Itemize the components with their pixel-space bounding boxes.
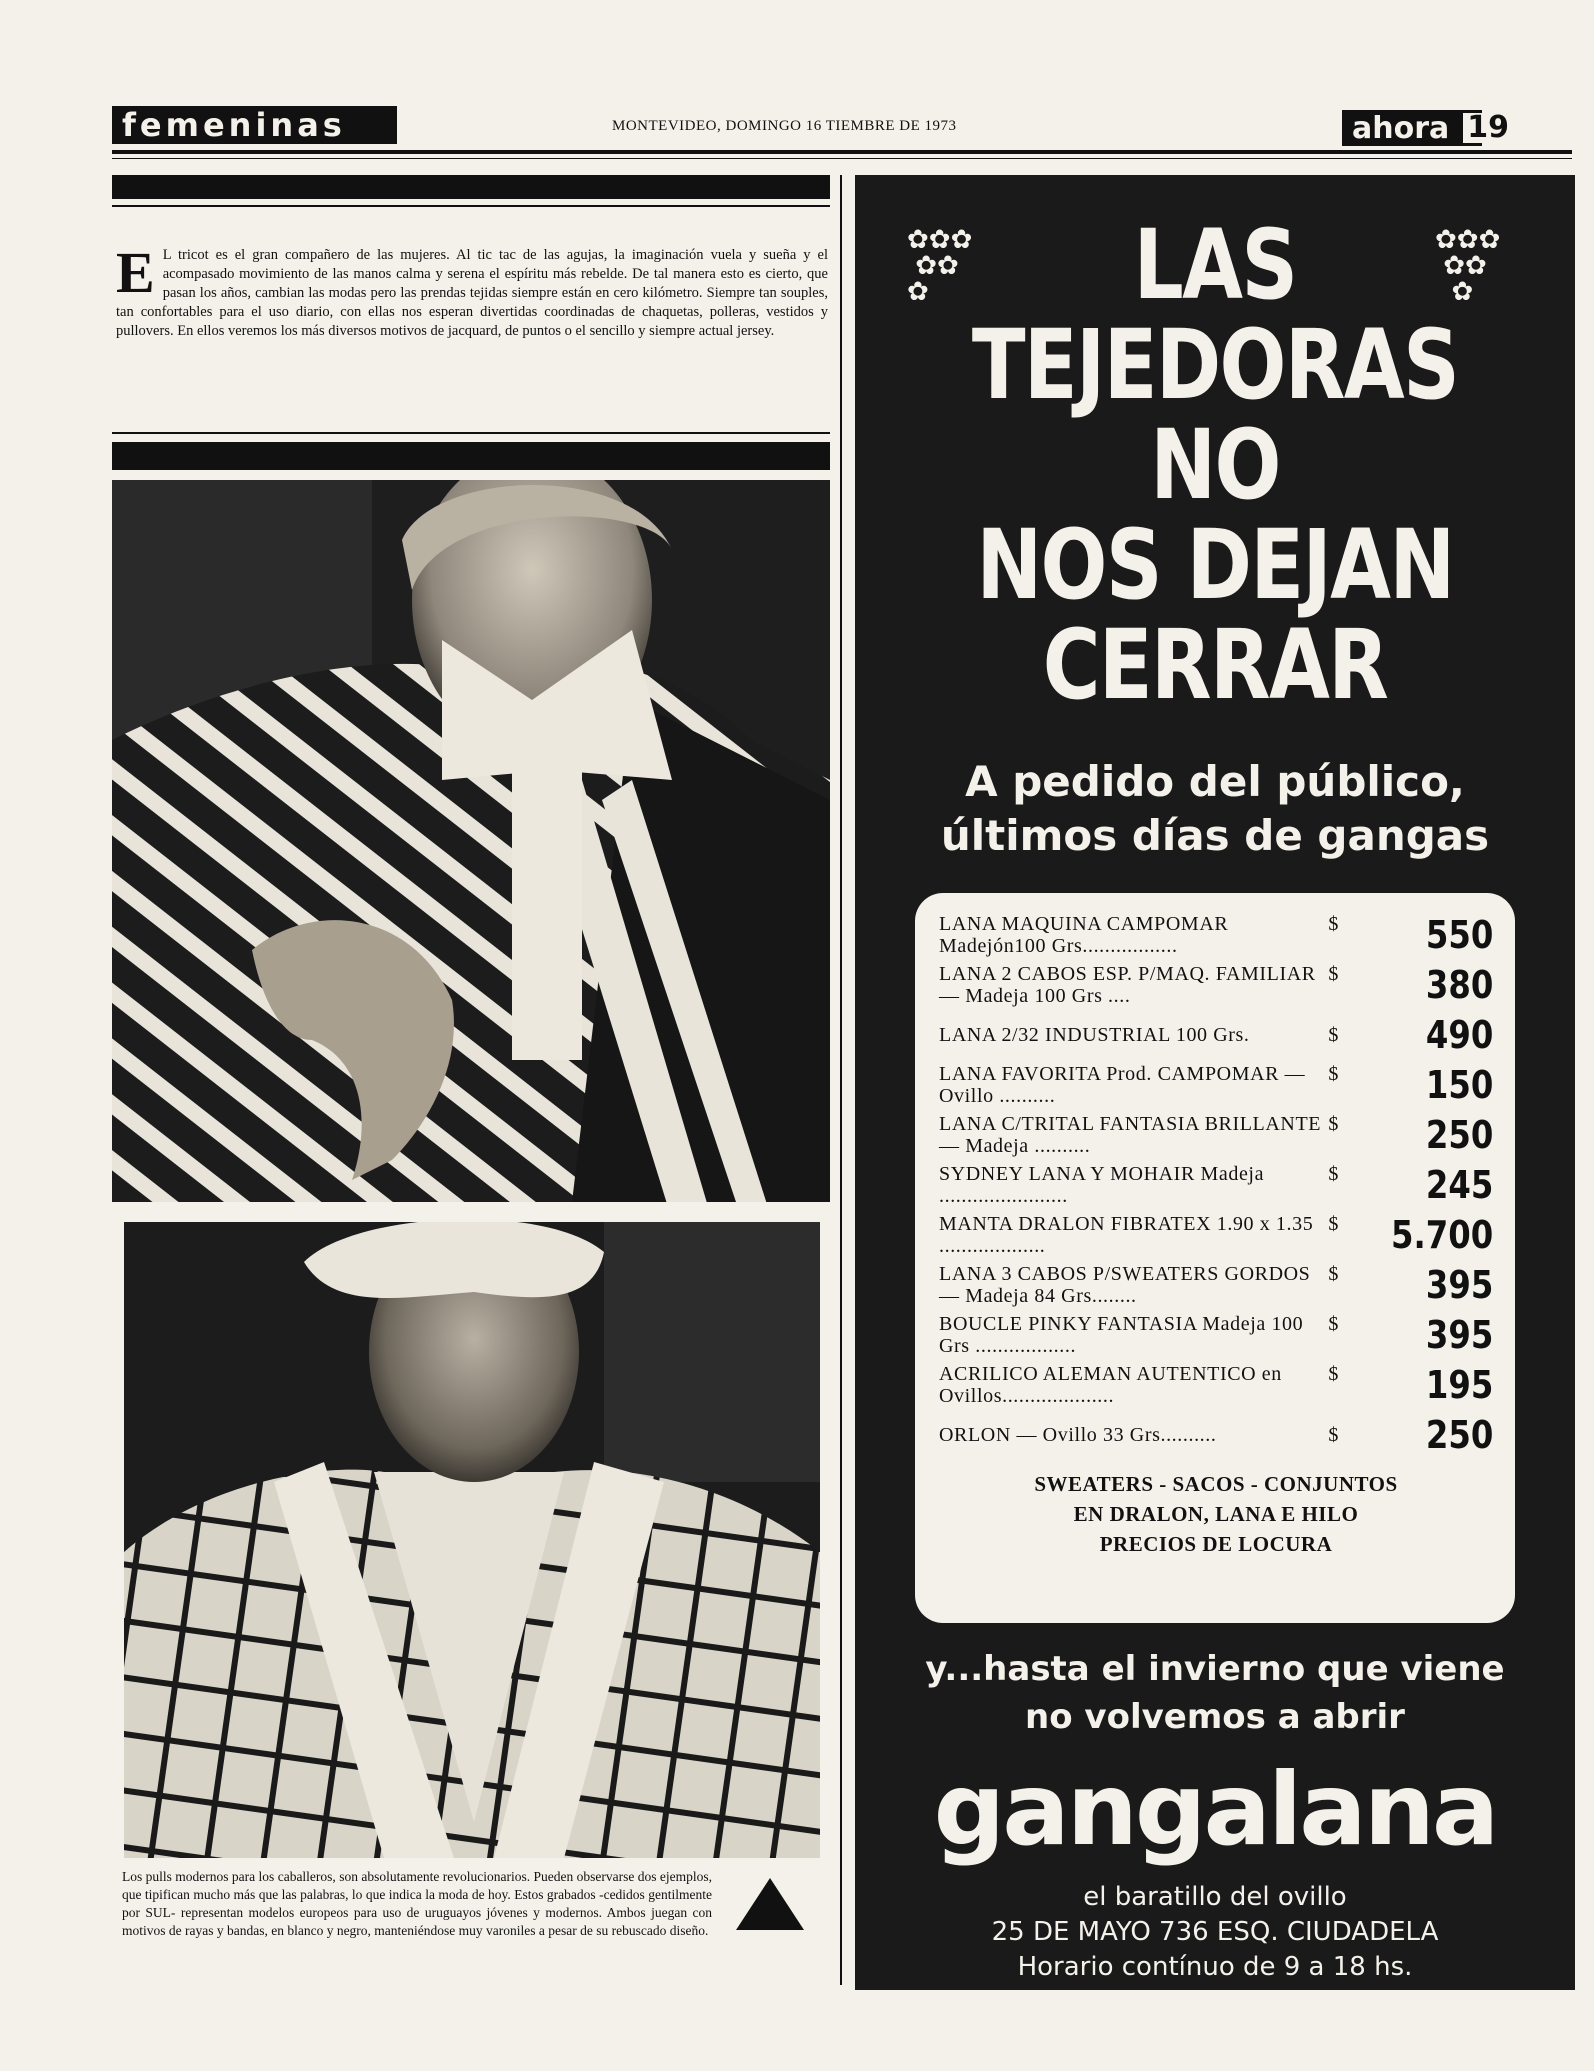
subheadline-line: últimos días de gangas	[940, 811, 1490, 860]
intro-text: L tricot es el gran compañero de las mujeres. Al tic tac de las agujas, la imaginación vuela y sueña y el acompasado movimiento de las manos calma y serena el espíritu más rebelde. De tal manera esto es cierto, que pasan los años, cambian las modas pero las prendas tejidas siempre están en cero kilómetro. Siempre tan souples, tan confortables para el uso diario, con ellas nos esperan divertidas coordinadas de chaquetas, polleras, vestidos y pullovers. En ellos veremos los más diversos motivos de jacquard, de puntos o el sencillo y siempre actual jersey.	[116, 247, 828, 339]
price-row	[939, 1213, 1493, 1257]
price-amount: 250	[1425, 1413, 1493, 1457]
photo-plaid-cardigan-image	[124, 1222, 820, 1858]
box-footer-line: PRECIOS DE LOCURA	[1099, 1532, 1333, 1556]
price-item-text: MANTA DRALON FIBRATEX 1.90 x 1.35 ...................	[939, 1213, 1314, 1257]
currency-symbol: $	[1328, 1263, 1339, 1285]
price-row	[939, 963, 1493, 1007]
price-row	[939, 1013, 1493, 1057]
headline-line: LAS	[1133, 209, 1297, 321]
header-rule	[112, 150, 1572, 154]
photo-striped-sweater-image	[112, 480, 830, 1202]
flower-ornament-right: ✿✿✿ ✿✿ ✿	[1435, 225, 1501, 307]
price-amount: 395	[1425, 1313, 1493, 1357]
price-item-text: ORLON — Ovillo 33 Grs..........	[939, 1424, 1217, 1446]
currency-symbol: $	[1328, 1063, 1339, 1085]
price-row	[939, 1363, 1493, 1407]
page-number: 19	[1463, 113, 1513, 143]
price-item-text: BOUCLE PINKY FANTASIA Madeja 100 Grs ..................	[939, 1313, 1304, 1357]
flower-ornament-left: ✿✿✿ ✿✿ ✿	[907, 225, 973, 307]
currency-symbol: $	[1328, 1113, 1339, 1135]
headline-line: NO	[1150, 409, 1280, 521]
tagline-line: y...hasta el invierno que viene	[925, 1649, 1505, 1689]
brand-details	[855, 1880, 1575, 1985]
price-row	[939, 1113, 1493, 1157]
masthead-ahora	[1342, 110, 1510, 146]
brand-logo: gangalana	[933, 1751, 1497, 1868]
price-amount: 245	[1425, 1163, 1493, 1207]
price-item-desc	[939, 1363, 1339, 1407]
currency-symbol: $	[1328, 1213, 1339, 1235]
price-item-desc	[939, 1063, 1339, 1107]
price-amount: 490	[1425, 1013, 1493, 1057]
headline-line: CERRAR	[1042, 609, 1388, 721]
drop-cap: E	[116, 240, 155, 305]
price-item-text: LANA FAVORITA Prod. CAMPOMAR — Ovillo ..........	[939, 1063, 1306, 1107]
price-item-text: LANA 3 CABOS P/SWEATERS GORDOS — Madeja 84 Grs........	[939, 1263, 1311, 1307]
section-tag: femeninas	[112, 106, 397, 144]
price-row	[939, 1163, 1493, 1207]
box-footer-line: EN DRALON, LANA E HILO	[1073, 1502, 1359, 1526]
price-list-box	[915, 893, 1515, 1623]
photo-plaid-cardigan	[124, 1222, 820, 1858]
price-item-text: LANA 2 CABOS ESP. P/MAQ. FAMILIAR — Madeja 100 Grs ....	[939, 963, 1316, 1007]
price-item-text: LANA 2/32 INDUSTRIAL 100 Grs.	[939, 1024, 1250, 1046]
brand-address: 25 DE MAYO 736 ESQ. CIUDADELA	[991, 1917, 1439, 1947]
brand-hours: Horario contínuo de 9 a 18 hs.	[1017, 1952, 1413, 1982]
price-item-desc	[939, 963, 1339, 1007]
price-item-desc	[939, 913, 1339, 957]
price-amount: 250	[1425, 1113, 1493, 1157]
price-row	[939, 1063, 1493, 1107]
price-item-text: LANA MAQUINA CAMPOMAR Madejón100 Grs.................	[939, 913, 1229, 957]
box-footer-line: SWEATERS - SACOS - CONJUNTOS	[1034, 1472, 1398, 1496]
mid-rule	[112, 432, 830, 434]
headline-line: NOS DEJAN	[976, 509, 1454, 621]
brand-slogan: el baratillo del ovillo	[1083, 1882, 1347, 1912]
photo-striped-sweater	[112, 480, 830, 1202]
header-rule-thin	[112, 158, 1572, 159]
currency-symbol: $	[1328, 963, 1339, 985]
currency-symbol: $	[1328, 1024, 1339, 1046]
headline-line: TEJEDORAS	[971, 309, 1459, 421]
price-box-footer	[939, 1469, 1493, 1559]
price-row	[939, 1263, 1493, 1307]
currency-symbol: $	[1328, 1363, 1339, 1385]
ad-subheadline	[855, 755, 1575, 863]
price-item-text: SYDNEY LANA Y MOHAIR Madeja .......................	[939, 1163, 1265, 1207]
price-item-desc	[939, 1213, 1339, 1257]
top-bar-rule	[112, 205, 830, 207]
price-amount: 550	[1425, 913, 1493, 957]
mid-bar	[112, 442, 830, 470]
price-amount: 395	[1425, 1263, 1493, 1307]
article-intro	[116, 240, 828, 341]
price-amount: 380	[1425, 963, 1493, 1007]
price-item-desc	[939, 1263, 1339, 1307]
currency-symbol: $	[1328, 1313, 1339, 1335]
currency-symbol: $	[1328, 913, 1339, 935]
price-item-text: LANA C/TRITAL FANTASIA BRILLANTE — Madeja ..........	[939, 1113, 1322, 1157]
price-row	[939, 1313, 1493, 1357]
tagline-line: no volvemos a abrir	[1025, 1697, 1405, 1737]
price-item-desc	[939, 1424, 1339, 1446]
price-item-desc	[939, 1113, 1339, 1157]
currency-symbol: $	[1328, 1424, 1339, 1446]
dateline: MONTEVIDEO, DOMINGO 16 TIEMBRE DE 1973	[612, 118, 957, 134]
paper-name: ahora	[1352, 110, 1450, 146]
top-bar	[112, 175, 830, 199]
currency-symbol: $	[1328, 1163, 1339, 1185]
ad-headline	[920, 209, 1510, 721]
column-divider	[840, 175, 842, 1985]
price-row	[939, 1413, 1493, 1457]
gangalana-advertisement	[855, 175, 1575, 1990]
triangle-marker	[736, 1878, 804, 1930]
price-item-text: ACRILICO ALEMAN AUTENTICO en Ovillos....................	[939, 1363, 1282, 1407]
price-item-desc	[939, 1163, 1339, 1207]
price-item-desc	[939, 1313, 1339, 1357]
price-amount: 5.700	[1390, 1213, 1493, 1257]
price-row	[939, 913, 1493, 957]
subheadline-line: A pedido del público,	[965, 757, 1465, 806]
price-item-desc	[939, 1024, 1339, 1046]
price-amount: 150	[1425, 1063, 1493, 1107]
ad-tagline	[855, 1645, 1575, 1741]
price-amount: 195	[1425, 1363, 1493, 1407]
photo-caption: Los pulls modernos para los caballeros, son absolutamente revolucionarios. Pueden observarse dos ejemplos, que tipifican mucho más que las palabras, lo que indica la moda de hoy. Estos grabados -cedidos gentilmente por SUL- representan modelos europeos para uso de uruguayos jóvenes y modernos. Ambos juegan con motivos de rayas y bandas, en blanco y negro, manteniéndose muy varoniles a pesar de su rebuscado diseño.	[122, 1869, 712, 1938]
